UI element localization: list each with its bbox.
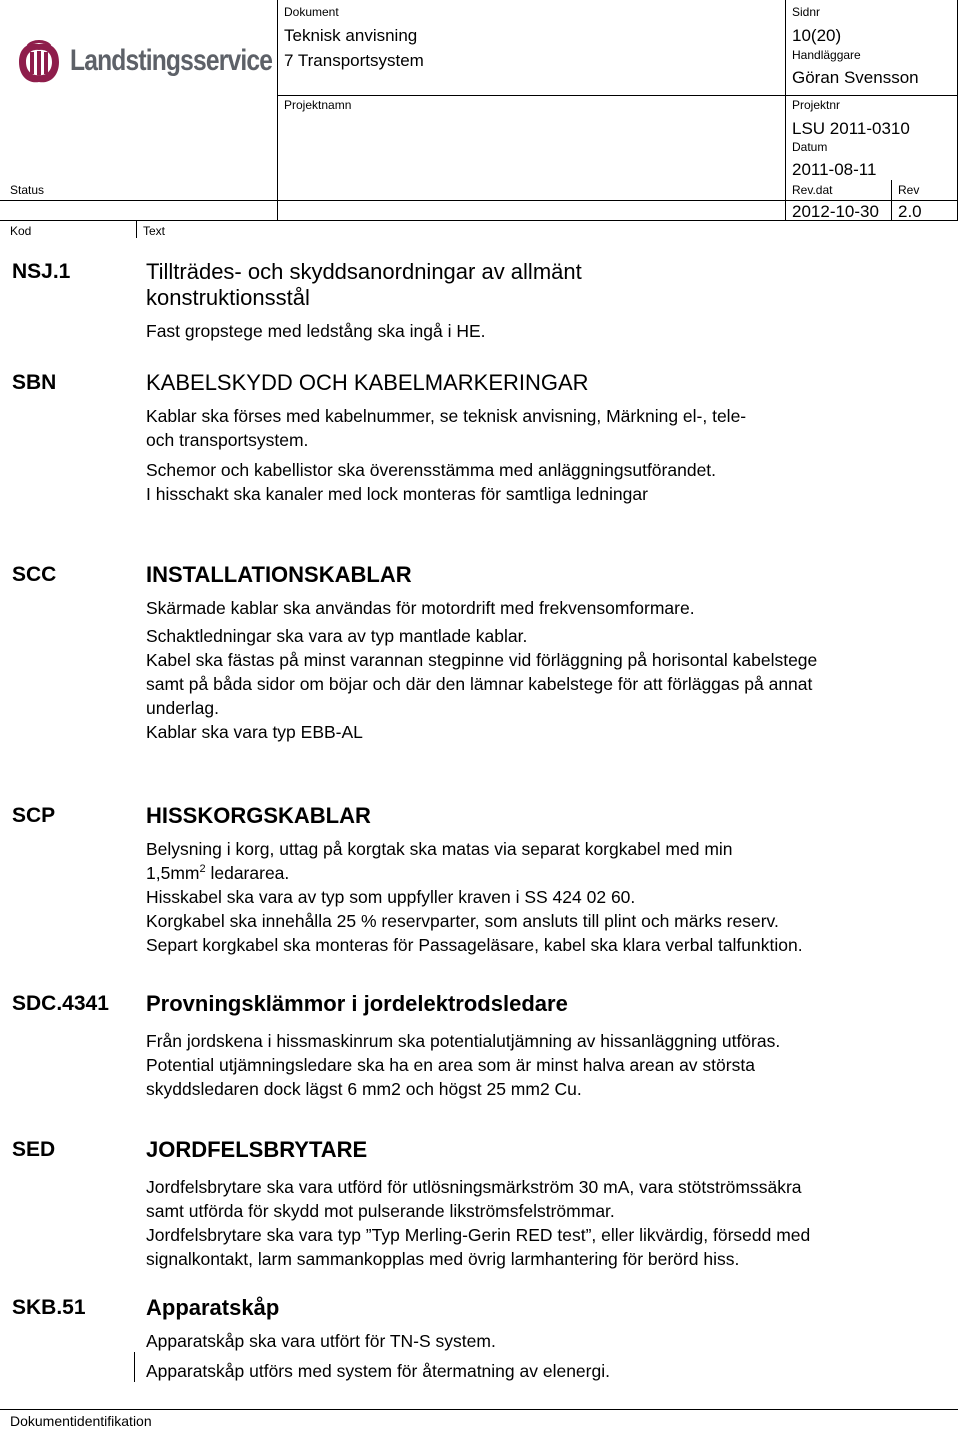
rev-label: Rev [898, 183, 920, 197]
section-heading: JORDFELSBRYTARE [146, 1137, 368, 1162]
section-text-line: Jordfelsbrytare ska vara utförd för utlösningsmärkström 30 mA, vara stötströmssäkra [146, 1177, 802, 1197]
section-heading: Tillträdes- och skyddsanordningar av allmänt [146, 259, 582, 284]
section-text-line: Schemor och kabellistor ska överensstämma med anläggningsutförandet. [146, 460, 717, 480]
revdat-label: Rev.dat [792, 183, 833, 197]
dokument-line-2: 7 Transportsystem [284, 51, 424, 70]
status-label: Status [10, 183, 45, 197]
section-text-line: Schaktledningar ska vara av typ mantlade kablar. [146, 626, 528, 646]
area-suffix: ledararea. [205, 863, 290, 883]
datum-value: 2011-08-11 [792, 160, 877, 179]
projektnr-value: LSU 2011-0310 [792, 119, 910, 138]
section-text-line: Apparatskåp utförs med system för återmatning av elenergi. [146, 1361, 610, 1381]
section-text-line: underlag. [146, 698, 219, 718]
section-code: SBN [12, 371, 57, 394]
section-scp [146, 803, 946, 957]
section-nsj1 [146, 259, 946, 343]
section-text-line: Potential utjämningsledare ska ha en area som är minst halva arean av största [146, 1055, 755, 1075]
section-code: NSJ.1 [12, 260, 71, 283]
sidnr-label: Sidnr [792, 5, 821, 19]
section-text-line: samt utförda för skydd mot pulserande likströmsfelströmmar. [146, 1201, 615, 1221]
section-sbn [146, 370, 946, 506]
section-text-line: signalkontakt, larm sammankopplas med övrig larmhantering för berörd hiss. [146, 1249, 740, 1269]
section-skb51 [146, 1295, 946, 1383]
section-sdc4341 [146, 991, 946, 1101]
section-text-line: Belysning i korg, uttag på korgtak ska matas via separat korgkabel med min [146, 839, 733, 859]
datum-label: Datum [792, 140, 828, 154]
section-code: SKB.51 [12, 1296, 86, 1319]
section-text-line: Jordfelsbrytare ska vara typ ”Typ Merling-Gerin RED test”, eller likvärdig, försedd med [146, 1225, 811, 1245]
section-text-line: och transportsystem. [146, 430, 309, 450]
revdat-value: 2012-10-30 [792, 202, 879, 221]
section-text-line: Korgkabel ska innehålla 25 % reservparter, som ansluts till plint och märks reserv. [146, 911, 779, 931]
rev-value: 2.0 [898, 202, 922, 221]
dokument-label: Dokument [284, 5, 339, 19]
section-code: SDC.4341 [12, 992, 109, 1015]
text-label: Text [143, 224, 166, 238]
section-code: SCP [12, 804, 56, 827]
section-text-line: Från jordskena i hissmaskinrum ska potentialutjämning av hissanläggning utföras. [146, 1031, 781, 1051]
section-text-line: samt på båda sidor om böjar och där den lämnar kabelstege för att förläggas på annat [146, 674, 813, 694]
area-value: 1,5mm [146, 863, 200, 883]
landstingsservice-logo-icon [16, 38, 62, 88]
revision-bar [134, 1352, 135, 1382]
section-code: SED [12, 1138, 56, 1161]
dokument-line-1: Teknisk anvisning [284, 26, 418, 45]
section-text-line: Apparatskåp ska vara utfört för TN-S system. [146, 1331, 496, 1351]
superscript-2: 2 [199, 863, 206, 875]
logo [16, 38, 273, 88]
section-heading: KABELSKYDD OCH KABELMARKERINGAR [146, 370, 589, 395]
section-code: SCC [12, 563, 57, 586]
handlaggare-label: Handläggare [792, 48, 861, 62]
section-scc [146, 562, 946, 744]
section-heading: HISSKORGSKABLAR [146, 803, 371, 828]
section-text-line [146, 861, 946, 885]
section-text-line: Hisskabel ska vara av typ som uppfyller kraven i SS 424 02 60. [146, 887, 636, 907]
section-heading: INSTALLATIONSKABLAR [146, 562, 412, 587]
section-text-line: Skärmade kablar ska användas för motordrift med frekvensomformare. [146, 598, 695, 618]
section-heading: Provningsklämmor i jordelektrodsledare [146, 991, 568, 1016]
section-sed [146, 1137, 946, 1271]
section-heading: Apparatskåp [146, 1295, 280, 1320]
section-text-line: Separt korgkabel ska monteras för Passageläsare, kabel ska klara verbal talfunktion. [146, 935, 803, 955]
section-text-line: Fast gropstege med ledstång ska ingå i HE. [146, 321, 486, 341]
kod-label: Kod [10, 224, 32, 238]
footer-label: Dokumentidentifikation [10, 1413, 152, 1429]
section-text-line: skyddsledaren dock lägst 6 mm2 och högst 25 mm2 Cu. [146, 1079, 582, 1099]
section-text-line: Kablar ska förses med kabelnummer, se teknisk anvisning, Märkning el-, tele- [146, 406, 747, 426]
handlaggare-value: Göran Svensson [792, 68, 919, 87]
section-text-line: Kablar ska vara typ EBB-AL [146, 722, 363, 742]
projektnamn-label: Projektnamn [284, 98, 352, 112]
section-text-line: I hisschakt ska kanaler med lock monteras för samtliga ledningar [146, 484, 648, 504]
section-heading: konstruktionsstål [146, 285, 310, 310]
sidnr-value: 10(20) [792, 26, 842, 45]
projektnr-label: Projektnr [792, 98, 841, 112]
section-text-line: Kabel ska fästas på minst varannan stegpinne vid förläggning på horisontal kabelstege [146, 650, 818, 670]
logo-text: Landstingsservice [70, 44, 273, 77]
